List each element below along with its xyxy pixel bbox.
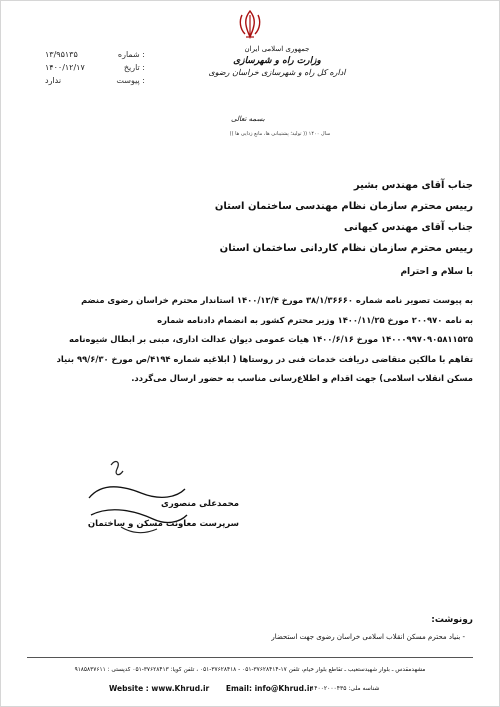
letter-body bbox=[39, 291, 473, 389]
header-line3: اداره کل راه و شهرسازی خراسان رضوی bbox=[208, 68, 346, 77]
recipient-line: رییس محترم سازمان نظام کاردانی ساختمان استان bbox=[219, 243, 473, 254]
footer-address: مشهدمقدس ـ بلوار شهیدستغیب ـ تقاطع بلوار خیام، تلفن ۱۷-۳۷۶۲۸۴۱۴-۰۵۱ - ۳۷۶۲۸۴۱۸-۰۵۱ ، تلفن گویا: ۳۷۶۲۸۴۱۳-۰۵۱ کدپستی : ۹۱۸۵۸۳۷۶۱۱ bbox=[74, 667, 426, 673]
greeting: با سلام و احترام bbox=[400, 267, 473, 277]
attachment-label: پیوست : bbox=[116, 76, 145, 85]
ministry-header bbox=[197, 43, 357, 79]
body-line: تفاهم با مالکین متقاضی دریافت خدمات فنی در روستاها ( ابلاغیه شماره ۴۱۹۴/ص مورخ ۹۹/۶/۳۰ بنیاد bbox=[56, 353, 473, 364]
number-label: شماره : bbox=[117, 50, 145, 59]
cc-item: - بنیاد محترم مسکن انقلاب اسلامی خراسان رضوی جهت استحضار bbox=[271, 633, 465, 641]
website-link[interactable]: Website : www.Khrud.ir bbox=[109, 684, 210, 693]
basmala: بسمه تعالی bbox=[231, 115, 265, 123]
number-value: ۱۳/۹۵۱۳۵ bbox=[45, 50, 78, 59]
letter-meta bbox=[45, 48, 145, 87]
signer-name: محمدعلی منصوری bbox=[161, 499, 239, 509]
footer-contact bbox=[109, 684, 327, 693]
year-motto: سال ۱۴۰۰ (( تولید؛ پشتیبانی ها، مانع زدایی ها )) bbox=[229, 131, 331, 137]
footer-national-id: شناسه ملی: ۱۴۰۰۲۰۰۰۴۳۵ bbox=[311, 685, 380, 692]
header-line1: جمهوری اسلامی ایران bbox=[244, 45, 310, 53]
cc-label: رونوشت: bbox=[431, 615, 473, 625]
body-line: به پیوست تصویر نامه شماره ۳۸/۱/۳۶۶۶۰ مورخ ۱۴۰۰/۱۲/۴ استاندار محترم خراسان رضوی منضم bbox=[81, 295, 473, 305]
email-link[interactable]: Email: info@Khrud.ir bbox=[225, 684, 314, 693]
body-line: مسکن انقلاب اسلامی) جهت اقدام و اطلاع‌رسانی مناسب به حضور ارسال می‌گردد. bbox=[131, 373, 473, 384]
date-value: ۱۴۰۰/۱۲/۱۷ bbox=[45, 63, 85, 72]
signer-title: سرپرست معاونت مسکن و ساختمان bbox=[87, 519, 239, 529]
recipient-line: جناب آقای مهندس کیهانی bbox=[343, 222, 473, 233]
attachment-value: ندارد bbox=[45, 76, 62, 85]
header-line2: وزارت راه و شهرسازی bbox=[233, 56, 321, 66]
body-line: ۱۴۰۰۰۹۹۷۰۹۰۵۸۱۱۵۲۵ مورخ ۱۴۰۰/۶/۱۶ هیات عمومی دیوان عدالت اداری، مبنی بر ابطال شیوه‌نامه bbox=[68, 334, 473, 345]
recipient-line: جناب آقای مهندس بشیر bbox=[353, 180, 473, 191]
footer-divider bbox=[27, 657, 473, 658]
signature-block bbox=[87, 494, 239, 534]
recipients bbox=[33, 175, 473, 259]
iran-emblem-icon bbox=[237, 9, 263, 39]
recipient-line: رییس محترم سازمان نظام مهندسی ساختمان استان bbox=[214, 201, 473, 212]
body-line: به نامه ۲۰۰۹۷۰ مورخ ۱۴۰۰/۱۱/۲۵ وزیر محترم کشور به انضمام دادنامه شماره bbox=[157, 314, 473, 325]
date-label: تاریخ : bbox=[123, 63, 145, 72]
